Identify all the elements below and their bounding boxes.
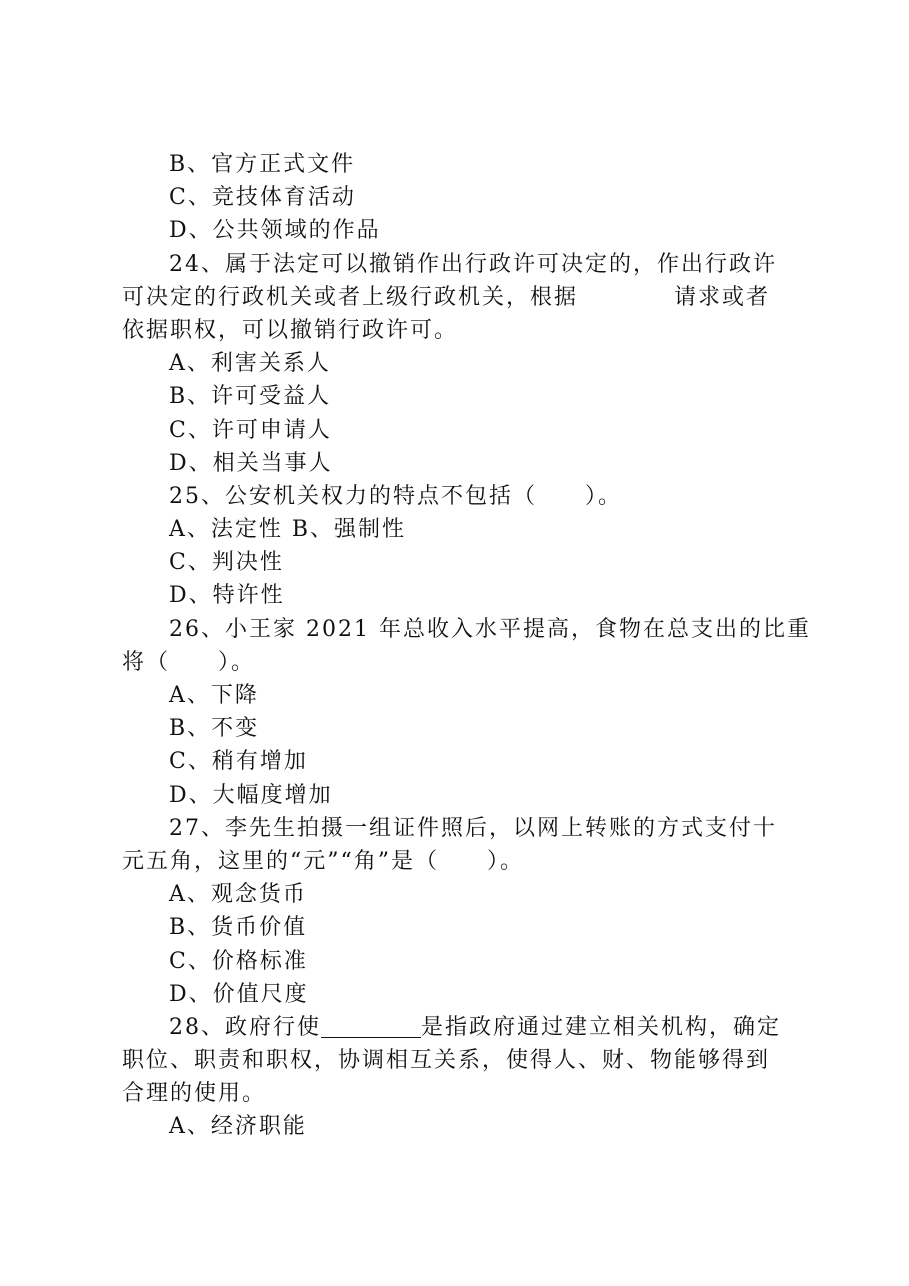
option-a-line: A、法定性 B、强制性 <box>169 517 407 543</box>
question-28-line-2: 职位、职责和职权，协调相互关系，使得人、财、物能够得到 <box>122 1048 771 1074</box>
option-d-line: D、大幅度增加 <box>169 782 333 808</box>
option-b-line: B、许可受益人 <box>169 384 332 410</box>
option-a-line: A、下降 <box>169 683 259 708</box>
option-a-line: A、利害关系人 <box>169 351 331 377</box>
option-a-line: A、经济职能 <box>169 1114 307 1140</box>
question-24-text-a: 可决定的行政机关或者上级行政机关，根据 <box>122 284 579 310</box>
option-b-line: B、官方正式文件 <box>169 152 356 177</box>
question-26-line-1: 26、小王家 2021 年总收入水平提高，食物在总支出的比重 <box>169 616 811 642</box>
question-24-line-2 <box>122 281 794 314</box>
option-b-line: B、货币价值 <box>169 915 308 941</box>
option-d-line: D、价值尺度 <box>169 981 309 1007</box>
question-28-text-b: 是指政府通过建立相关机构，确定 <box>421 1014 782 1040</box>
option-d-line: D、相关当事人 <box>169 450 333 476</box>
question-25-line-1: 25、公安机关权力的特点不包括（ ）。 <box>169 483 622 509</box>
question-27-line-2: 元五角，这里的“元”“角”是（ ）。 <box>122 848 524 874</box>
document-page <box>122 148 811 1144</box>
question-24-line-1: 24、属于法定可以撤销作出行政许可决定的，作出行政许 <box>169 251 777 277</box>
question-28-line-3: 合理的使用。 <box>122 1081 267 1107</box>
option-b-line: B、不变 <box>169 716 260 742</box>
option-a-line: A、观念货币 <box>169 882 307 908</box>
option-d-line: D、公共领域的作品 <box>169 218 381 244</box>
fill-in-blank-underline <box>321 1013 421 1038</box>
question-24-text-b: 请求或者 <box>674 284 771 310</box>
option-d-line: D、特许性 <box>169 583 285 609</box>
option-c-line: C、稍有增加 <box>169 749 308 775</box>
question-28-line-1 <box>122 1011 794 1044</box>
question-28-text-a: 28、政府行使 <box>169 1014 321 1040</box>
question-26-line-2: 将（ ）。 <box>122 649 256 675</box>
question-24-line-3: 依据职权，可以撤销行政许可。 <box>122 317 459 343</box>
option-c-line: C、判决性 <box>169 550 284 576</box>
option-c-line: C、许可申请人 <box>169 417 332 443</box>
option-c-line: C、价格标准 <box>169 948 308 974</box>
question-27-line-1: 27、李先生拍摄一组证件照后，以网上转账的方式支付十 <box>169 815 777 841</box>
option-c-line: C、竞技体育活动 <box>169 185 356 211</box>
